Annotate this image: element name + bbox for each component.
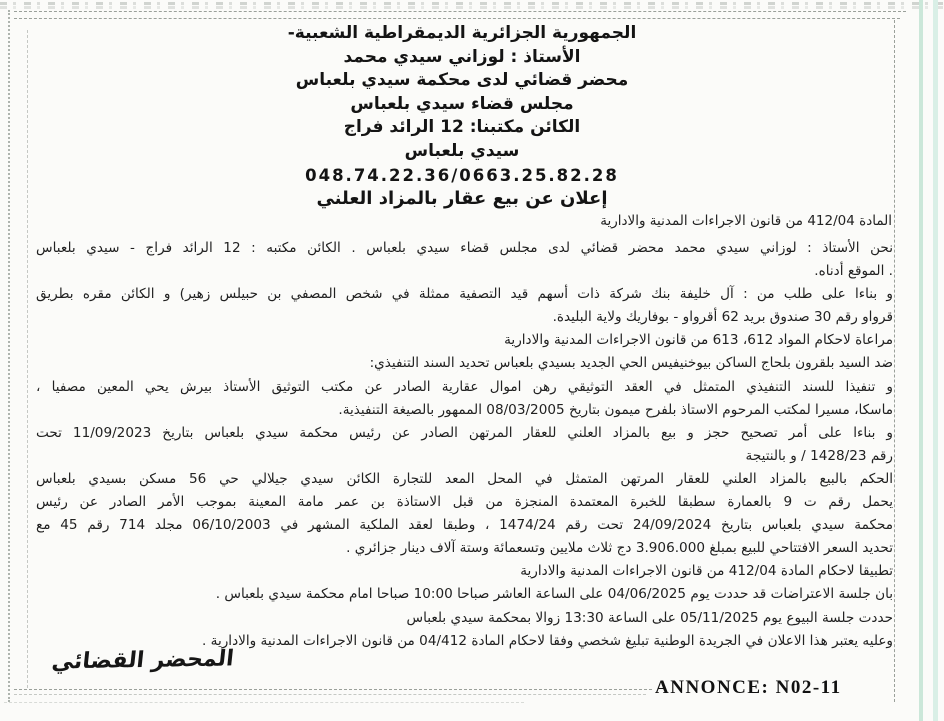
body-line: تحديد السعر الافتتاحي للبيع بمبلغ 3.906.000 دج ثلاث ملايين وتسعمائة وستة آلاف دينار جزائري . — [346, 540, 893, 557]
city-line: سيدي بلعباس — [404, 140, 520, 161]
body-line: ماسكا، مسيرا لمكتب المرحوم الاستاذ بلفرح ميمون بتاريخ 08/03/2005 الممهور بالصيغة التنفيذية. — [338, 401, 893, 418]
article-reference-line: المادة 412/04 من قانون الاجراءات المدنية والادارية — [600, 213, 892, 229]
judicial-officer-signature: المحضر القضائي — [50, 646, 236, 675]
body-line: . الموقع أدناه. — [814, 263, 893, 280]
frame-bottom-line-inner — [14, 694, 646, 695]
body-line: بان جلسة الاعتراضات قد حددت يوم 04/06/2025 على الساعة العاشر صباحا 10:00 صباحا امام محكمة سيدي بلعباس . — [215, 586, 893, 603]
annonce-reference: ANNONCE: N02-11 — [655, 677, 842, 698]
body-line: قرواو رقم 30 صندوق بريد 62 أقرواو - بوفاريك ولاية البليدة. — [552, 309, 893, 326]
announcement-title: إعلان عن بيع عقار بالمزاد العلني — [316, 188, 608, 210]
frame-top-line-outer — [14, 11, 906, 12]
frame-left-dotted-edge — [8, 10, 10, 702]
scan-noise-row — [0, 6, 944, 9]
body-line: نحن الأستاذ : لوزاني سيدي محمد محضر قضائي لدى مجلس قضاء سيدي بلعباس . الكائن مكتبه : 12 الرائد فراج - سيدي بلعباس — [36, 240, 893, 256]
body-line: حددت جلسة البيوع يوم 05/11/2025 على الساعة 13:30 زوالا بمحكمة سيدي بلعباس — [406, 609, 893, 626]
scan-noise-row — [0, 2, 944, 5]
republic-title-line: الجمهورية الجزائرية الديمقراطية الشعبية- — [287, 23, 637, 43]
scan-noise-bottom — [4, 702, 524, 703]
body-line: و بناءا على طلب من : آل خليفة بنك شركة ذات أسهم قيد التصفية ممثلة في شخص المصفي بن حبيلس زهير) و الكائن مقره بطريق — [36, 286, 893, 303]
body-line: يحمل رقم ت 9 بالعمارة سطبقا للخبرة المعتمدة المنجزة من قبل الاستاذة بن عمر مامة المعينة بموجب الأمر الصادر عن رئيس — [36, 494, 894, 511]
announcement-body — [36, 237, 893, 653]
body-line: و تنفيذا للسند التنفيذي المتمثل في العقد التوثيقي رهن اموال عقارية الصادر عن مكتب التوثيق الأستاذ بيرش يحي المعين مصفيا ، — [36, 378, 893, 395]
letterhead — [30, 22, 894, 211]
frame-top-line-inner — [14, 18, 900, 19]
bailiff-name-line: الأستاذ : لوزاني سيدي محمد — [343, 46, 581, 67]
scanner-green-band — [933, 0, 938, 721]
body-line: تطبيقا لاحكام المادة 412/04 من قانون الاجراءات المدنية والادارية — [520, 563, 893, 580]
frame-left-line — [27, 30, 28, 688]
court-council-line: مجلس قضاء سيدي بلعباس — [350, 93, 574, 114]
body-line: الحكم بالبيع بالمزاد العلني للعقار المرتهن المتمثل في المحل المعد للتجارة الكائن سيدي جيلالي حي 56 مسكن بسيدي بلعباس — [36, 470, 893, 487]
phone-numbers-line: 048.74.22.36/0663.25.82.28 — [305, 165, 619, 185]
body-line: رقم 1428/23 / و بالنتيجة — [745, 447, 893, 464]
bailiff-role-line: محضر قضائي لدى محكمة سيدي بلعباس — [295, 70, 629, 91]
body-line: وعليه يعتبر هذا الاعلان في الجريدة الوطنية تبليغ شخصي وفقا لاحكام المادة 04/412 من قانون الاجراءات المدنية والادارية . — [202, 632, 893, 649]
body-line: مراعاة لاحكام المواد 612، 613 من قانون الاجراءات المدنية والادارية — [504, 332, 893, 349]
body-line: محكمة سيدي بلعباس بتاريخ 24/09/2024 تحت رقم 1474/24 ، وطبقا لعقد الملكية المشهر في 06/10/2003 مجلد 714 رقم 45 مع — [36, 517, 894, 534]
frame-right-line — [894, 20, 895, 702]
body-line: و بناءا على أمر تصحيح حجز و بيع بالمزاد العلني للعقار المرتهن الصادر عن رئيس محكمة سيدي بلعباس بتاريخ 11/09/2023 تحت — [36, 424, 893, 441]
body-line: ضد السيد بلقرون بلحاج الساكن بيوخنيفيس الحي الجديد بسيدي بلعباس تحديد السند التنفيذي: — [369, 355, 893, 372]
frame-bottom-line-outer — [14, 689, 652, 690]
scanner-green-band — [919, 0, 923, 721]
office-address-line: الكائن مكتبنا: 12 الرائد فراج — [343, 117, 581, 138]
